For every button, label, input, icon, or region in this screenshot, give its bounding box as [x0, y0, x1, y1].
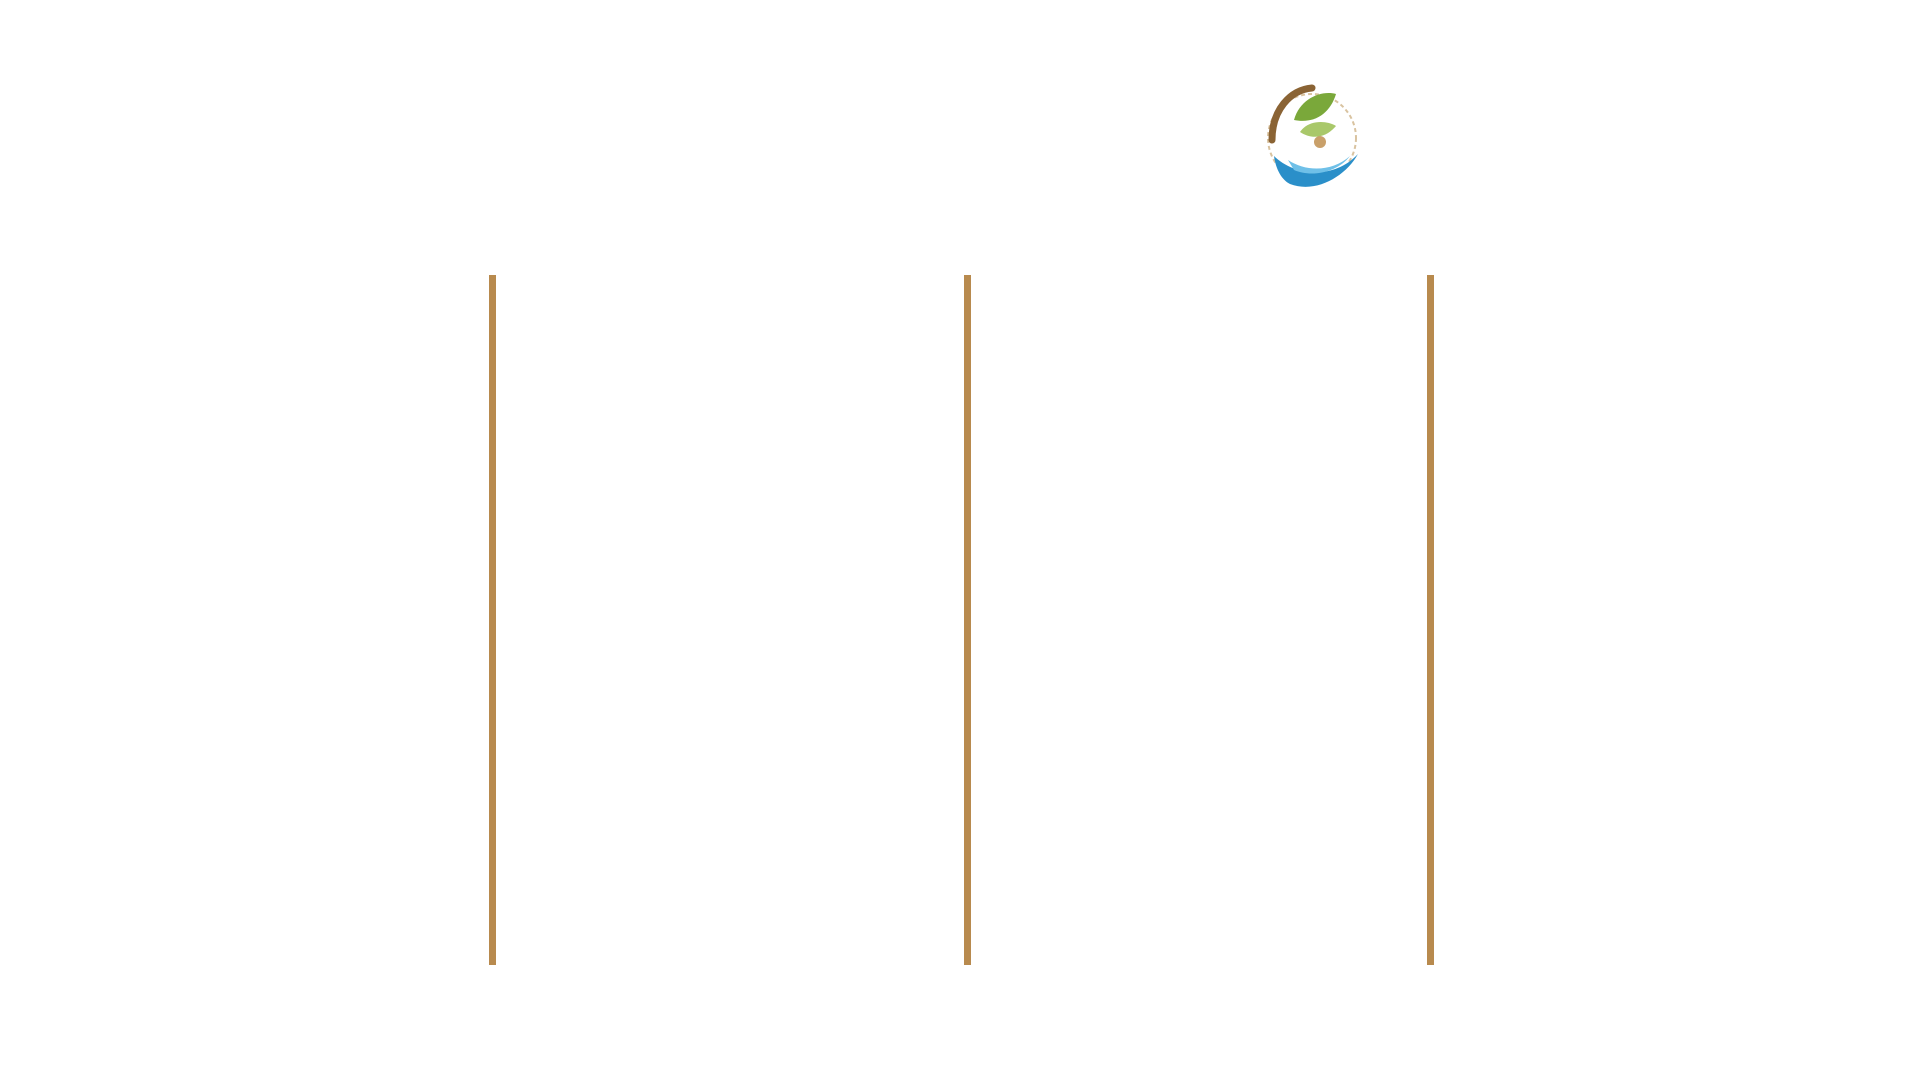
column-divider — [964, 275, 971, 965]
column-divider — [1427, 275, 1434, 965]
column-divider — [489, 275, 496, 965]
association-logo — [1250, 75, 1810, 205]
hand-leaf-logo-icon — [1250, 80, 1370, 200]
